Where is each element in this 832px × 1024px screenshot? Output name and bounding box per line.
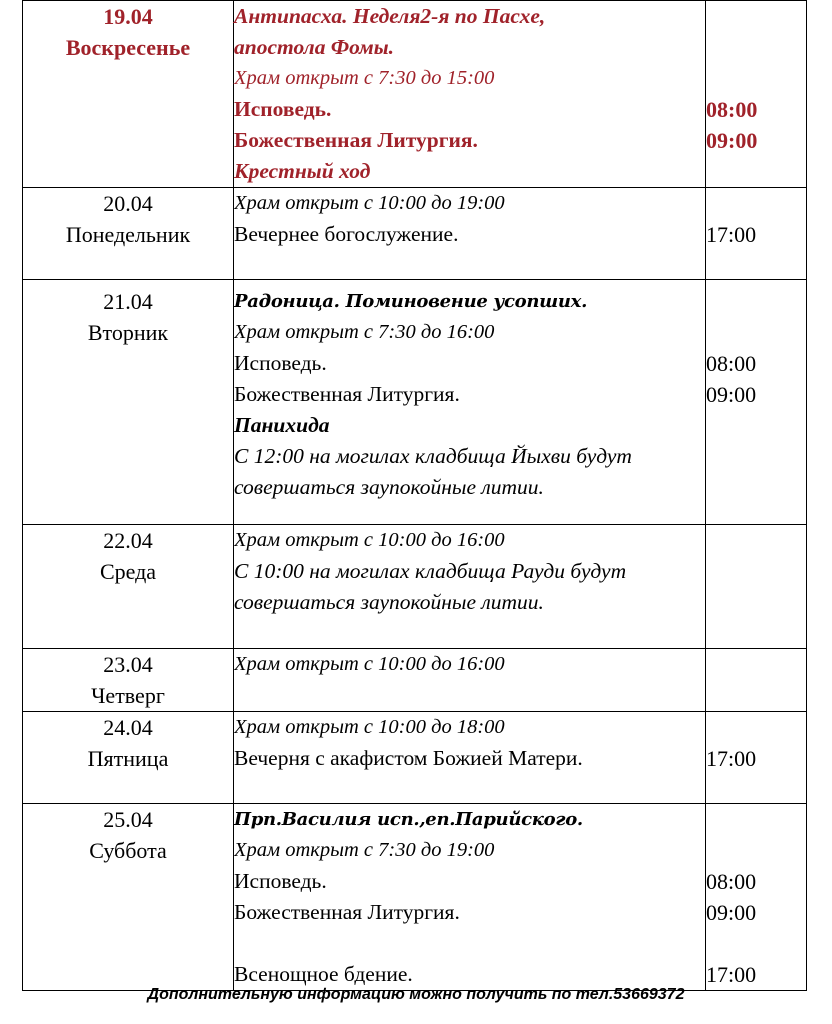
weekday: Пятница (87, 746, 169, 771)
date: 20.04 (103, 191, 153, 216)
weekday: Понедельник (65, 222, 191, 247)
open-hours: Храм открыт с 10:00 до 16:00 (234, 529, 505, 551)
note: С 12:00 на могилах кладбища Йыхви будут совершаться заупокойные литии. (234, 444, 632, 499)
service: Панихида (234, 413, 330, 437)
weekday: Четверг (91, 683, 165, 708)
table-row (23, 1, 807, 188)
table-row (23, 188, 807, 280)
time: 08:00 (706, 97, 758, 122)
time: 17:00 (706, 962, 757, 987)
table-row (23, 649, 807, 712)
day-cell (23, 188, 234, 280)
weekday: Среда (99, 559, 157, 584)
feast-title: Антипасха. Неделя2-я по Пасхе, апостола Фомы. (234, 4, 546, 59)
open-hours: Храм открыт с 10:00 до 19:00 (234, 192, 505, 214)
date: 21.04 (103, 289, 153, 314)
table-row (23, 525, 807, 649)
open-hours: Храм открыт с 7:30 до 19:00 (234, 839, 495, 861)
service: Крестный ход (234, 159, 371, 183)
times-cell (706, 188, 807, 280)
times-cell (706, 1, 807, 188)
service: Вечерня с акафистом Божией Матери. (234, 746, 583, 770)
service: Вечернее богослужение. (234, 222, 459, 246)
open-hours: Храм открыт с 10:00 до 16:00 (234, 653, 505, 675)
events-cell (234, 188, 706, 280)
events-cell (234, 804, 706, 991)
date: 24.04 (103, 715, 153, 740)
events-cell (234, 649, 706, 712)
time: 17:00 (706, 222, 757, 247)
date: 22.04 (103, 528, 153, 553)
weekday: Вторник (87, 320, 169, 345)
service: Исповедь. (234, 351, 327, 375)
table-row (23, 712, 807, 804)
open-hours: Храм открыт с 7:30 до 16:00 (234, 321, 495, 343)
service: Исповедь. (234, 869, 327, 893)
time: 09:00 (706, 128, 758, 153)
day-cell (23, 525, 234, 649)
weekday: Суббота (89, 838, 167, 863)
time: 09:00 (706, 382, 757, 407)
date: 19.04 (103, 4, 153, 29)
times-cell (706, 649, 807, 712)
events-cell (234, 525, 706, 649)
times-cell (706, 280, 807, 525)
service: Божественная Литургия. (234, 900, 460, 924)
time: 08:00 (706, 351, 757, 376)
day-cell (23, 1, 234, 188)
note: С 10:00 на могилах кладбища Рауди будут совершаться заупокойные литии. (234, 559, 627, 614)
date: 25.04 (103, 807, 153, 832)
feast-title: Радоница. Поминовение усопших. (234, 291, 588, 312)
times-cell (706, 712, 807, 804)
table-row (23, 280, 807, 525)
date: 23.04 (103, 652, 153, 677)
events-cell (234, 712, 706, 804)
service: Исповедь. (234, 97, 332, 121)
times-cell (706, 804, 807, 991)
weekday: Воскресенье (65, 35, 191, 60)
day-cell (23, 804, 234, 991)
time: 17:00 (706, 746, 757, 771)
service: Всенощное бдение. (234, 962, 413, 986)
table-row (23, 804, 807, 991)
events-cell (234, 1, 706, 188)
day-cell (23, 649, 234, 712)
feast-title: Прп.Василия исп.,еп.Парийского. (234, 809, 583, 830)
events-cell (234, 280, 706, 525)
open-hours: Храм открыт с 10:00 до 18:00 (234, 716, 505, 738)
day-cell (23, 712, 234, 804)
day-cell (23, 280, 234, 525)
times-cell (706, 525, 807, 649)
schedule-table (22, 0, 807, 991)
time: 08:00 (706, 869, 757, 894)
footer-contact: Дополнительную информацию можно получить по тел.53669372 (147, 986, 685, 1003)
service: Божественная Литургия. (234, 382, 460, 406)
service: Божественная Литургия. (234, 128, 478, 152)
time: 09:00 (706, 900, 757, 925)
open-hours: Храм открыт с 7:30 до 15:00 (234, 67, 495, 89)
